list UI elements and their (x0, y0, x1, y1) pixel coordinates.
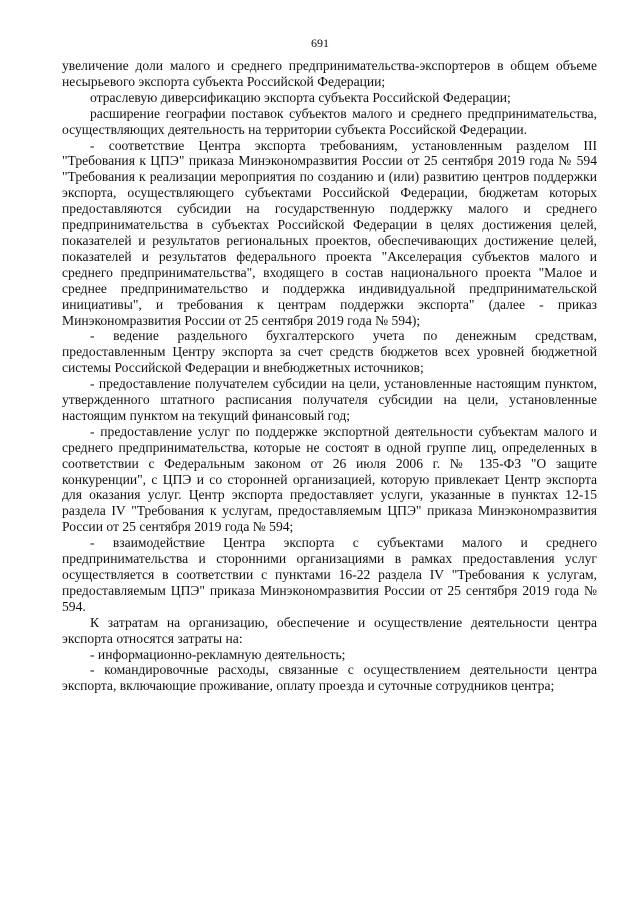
paragraph: - командировочные расходы, связанные с осуществлением деятельности центра экспорта, включающие проживание, оплату проезда и суточные сотрудников центра; (62, 662, 597, 694)
paragraph: увеличение доли малого и среднего предпринимательства-экспортеров в общем объеме несырьевого экспорта субъекта Российской Федерации; (62, 58, 597, 89)
paragraph: К затратам на организацию, обеспечение и осуществление деятельности центра экспорта относятся затраты на: (62, 614, 597, 646)
paragraph: - соответствие Центра экспорта требованиям, установленным разделом III "Требования к ЦПЭ" приказа Минэкономразвития России от 25 сентября 2019 года № 594 "Требования к реализации мероприятия по созданию и (или) развитию центров поддержки экспорта, осуществляющего субъектами Российской Федерации, бюджетам которых предоставляются субсидии на государственную поддержку малого и среднего предпринимательства в субъектах Российской Федерации в целях достижения целей, показателей и результатов региональных проектов, обеспечивающих достижение целей, показателей и результатов федерального проекта "Акселерация субъектов малого и среднего предпринимательства", входящего в состав национального проекта "Малое и среднее предпринимательство и поддержка индивидуальной предпринимательской инициативы", и требования к центрам поддержки экспорта" (далее - приказ Минэкономразвития России от 25 сентября 2019 года № 594); (62, 137, 597, 328)
document-body (62, 58, 597, 694)
paragraph: - взаимодействие Центра экспорта с субъектами малого и среднего предпринимательства и сторонними организациями в рамках предоставления услуг осуществляется в соответствии с пунктами 16-22 раздела IV "Требования к услугам, предоставляемым ЦПЭ" приказа Минэкономразвития России от 25 сентября 2019 года № 594. (62, 535, 597, 614)
paragraph: - предоставление получателем субсидии на цели, установленные настоящим пунктом, утвержденного штатного расписания получателя субсидии на цели, установленные настоящим пунктом на текущий финансовый год; (62, 376, 597, 423)
paragraph: - предоставление услуг по поддержке экспортной деятельности субъектам малого и среднего предпринимательства, которые не состоят в одной группе лиц, определенных в соответствии с Федеральным законом от 26 июля 2006 г. № 135-ФЗ "О защите конкуренции", с ЦПЭ и со сторонней организацией, которую привлекает Центр экспорта для оказания услуг. Центр экспорта предоставляет услуги, указанные в пунктах 12-15 раздела IV "Требования к услугам, предоставляемым ЦПЭ" приказа Минэкономразвития России от 25 сентября 2019 года № 594; (62, 423, 597, 535)
page-number: 691 (311, 36, 329, 50)
paragraph: - ведение раздельного бухгалтерского учета по денежным средствам, предоставленным Центру экспорта за счет средств бюджетов всех уровней бюджетной системы Российской Федерации и внебюджетных источников; (62, 328, 597, 376)
paragraph: расширение географии поставок субъектов малого и среднего предпринимательства, осуществляющих деятельность на территории субъекта Российской Федерации. (62, 105, 597, 137)
paragraph: - информационно-рекламную деятельность; (90, 646, 346, 662)
paragraph: отраслевую диверсификацию экспорта субъекта Российской Федерации; (90, 89, 511, 105)
